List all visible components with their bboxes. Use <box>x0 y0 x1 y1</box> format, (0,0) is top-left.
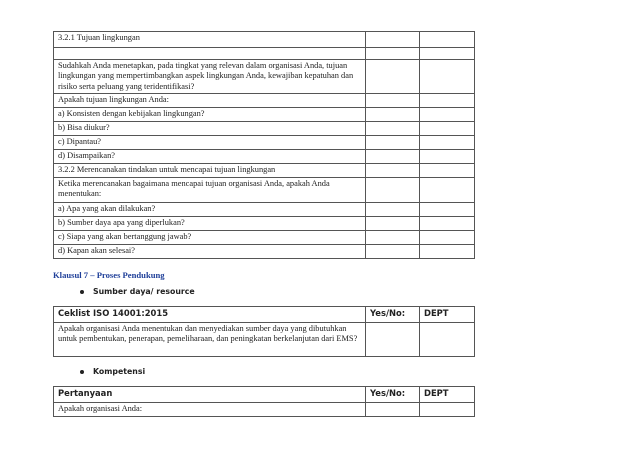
answer-cell[interactable] <box>366 94 420 108</box>
dept-cell[interactable] <box>420 244 475 258</box>
table-row <box>54 122 475 136</box>
dept-cell[interactable] <box>420 108 475 122</box>
answer-cell[interactable] <box>366 244 420 258</box>
table-row <box>54 202 475 216</box>
header-cell-dept: DEPT <box>420 307 475 323</box>
table-row <box>54 177 475 202</box>
answer-cell[interactable] <box>366 202 420 216</box>
dept-cell[interactable] <box>420 150 475 164</box>
table-row <box>54 244 475 258</box>
dept-cell[interactable] <box>420 122 475 136</box>
header-cell-yes-no: Yes/No: <box>366 307 420 323</box>
table-row <box>54 164 475 177</box>
section-heading: Klausul 7 – Proses Pendukung <box>53 270 165 280</box>
table-row <box>54 136 475 150</box>
competence-checklist-table <box>53 386 475 417</box>
question-cell <box>54 48 366 60</box>
question-cell: Ketika merencanakan bagaimana mencapai tujuan organisasi Anda, apakah Anda menentukan: <box>54 177 366 202</box>
dept-cell[interactable] <box>420 216 475 230</box>
answer-cell[interactable] <box>366 230 420 244</box>
dept-cell[interactable] <box>420 94 475 108</box>
answer-cell[interactable] <box>366 48 420 60</box>
header-cell-yes-no: Yes/No: <box>366 387 420 403</box>
header-cell-dept: DEPT <box>420 387 475 403</box>
table-row <box>54 216 475 230</box>
question-cell: b) Bisa diukur? <box>54 122 366 136</box>
header-cell-checklist: Ceklist ISO 14001:2015 <box>54 307 366 323</box>
question-cell: Sudahkah Anda menetapkan, pada tingkat yang relevan dalam organisasi Anda, tujuan lingkungan yang mempertimbangkan aspek lingkungan Anda, kewajiban kepatuhan dan risiko serta peluang yang teridentifikasi? <box>54 60 366 94</box>
table-row <box>54 403 475 417</box>
bullet-dot-icon <box>80 290 84 294</box>
table-row <box>54 323 475 357</box>
table-row <box>54 48 475 60</box>
table-header-row <box>54 307 475 323</box>
answer-cell[interactable] <box>366 150 420 164</box>
question-cell: 3.2.2 Merencanakan tindakan untuk mencapai tujuan lingkungan <box>54 164 366 177</box>
dept-cell[interactable] <box>420 164 475 177</box>
question-cell: a) Apa yang akan dilakukan? <box>54 202 366 216</box>
answer-cell[interactable] <box>366 164 420 177</box>
question-cell: a) Konsisten dengan kebijakan lingkungan? <box>54 108 366 122</box>
table-row <box>54 60 475 94</box>
table-row <box>54 108 475 122</box>
dept-cell[interactable] <box>420 177 475 202</box>
answer-cell[interactable] <box>366 122 420 136</box>
question-cell: d) Disampaikan? <box>54 150 366 164</box>
table-header-row <box>54 387 475 403</box>
table-row <box>54 230 475 244</box>
answer-cell[interactable] <box>366 108 420 122</box>
dept-cell[interactable] <box>420 136 475 150</box>
question-cell: Apakah tujuan lingkungan Anda: <box>54 94 366 108</box>
bullet-label: Kompetensi <box>93 367 146 376</box>
question-cell: Apakah organisasi Anda menentukan dan menyediakan sumber daya yang dibutuhkan untuk pembentukan, penerapan, pemeliharaan, dan peningkatan berkelanjutan dari EMS? <box>54 323 366 357</box>
dept-cell[interactable] <box>420 60 475 94</box>
answer-cell[interactable] <box>366 323 420 357</box>
question-cell: 3.2.1 Tujuan lingkungan <box>54 32 366 48</box>
bullet-kompetensi <box>80 367 145 376</box>
dept-cell[interactable] <box>420 32 475 48</box>
table-row <box>54 150 475 164</box>
answer-cell[interactable] <box>366 136 420 150</box>
question-cell: d) Kapan akan selesai? <box>54 244 366 258</box>
resource-checklist-table <box>53 306 475 357</box>
answer-cell[interactable] <box>366 32 420 48</box>
question-cell: c) Dipantau? <box>54 136 366 150</box>
dept-cell[interactable] <box>420 403 475 417</box>
answer-cell[interactable] <box>366 177 420 202</box>
dept-cell[interactable] <box>420 48 475 60</box>
bullet-dot-icon <box>80 370 84 374</box>
question-cell: b) Sumber daya apa yang diperlukan? <box>54 216 366 230</box>
header-cell-question: Pertanyaan <box>54 387 366 403</box>
dept-cell[interactable] <box>420 202 475 216</box>
dept-cell[interactable] <box>420 230 475 244</box>
question-cell: c) Siapa yang akan bertanggung jawab? <box>54 230 366 244</box>
bullet-sumber-daya <box>80 287 195 296</box>
answer-cell[interactable] <box>366 60 420 94</box>
table-row <box>54 32 475 48</box>
answer-cell[interactable] <box>366 403 420 417</box>
clause-6-checklist-table <box>53 31 475 259</box>
dept-cell[interactable] <box>420 323 475 357</box>
question-cell: Apakah organisasi Anda: <box>54 403 366 417</box>
table-row <box>54 94 475 108</box>
answer-cell[interactable] <box>366 216 420 230</box>
bullet-label: Sumber daya/ resource <box>93 287 195 296</box>
